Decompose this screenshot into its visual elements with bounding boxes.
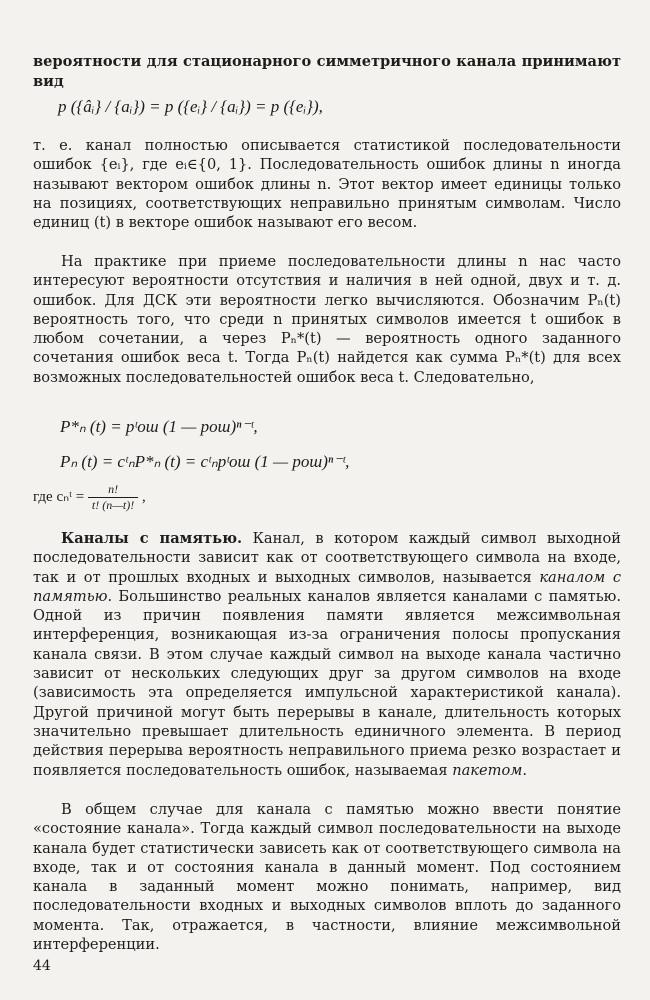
formula-single-combination: P*ₙ (t) = pᵗош (1 — pош)ⁿ⁻ᵗ, — [60, 417, 258, 436]
formula-channel-probability: p ({âᵢ} / {aᵢ}) = p ({eᵢ} / {aᵢ}) = p ({eᵢ}), — [58, 97, 323, 116]
paragraph-channel-state: В общем случае для канала с памятью можно ввести понятие «состояние канала». Тогда каждый символ последовательности на выходе канала будет статистически зависеть как от соответствующего символа на входе, так и от состояния канала в данный момент. Под состоянием канала в заданный момент можно понимать, например, вид последовательности входных и выходных символов вплоть до заданного момента. Так, отражается, в частности, влияние межсимвольной интерференции. — [33, 801, 621, 954]
fraction-denominator: t! (n—t)! — [91, 498, 135, 512]
term-packet: пакетом — [452, 761, 523, 779]
fraction-numerator: n! — [88, 482, 138, 498]
intro-text: вероятности для стационарного симметричного канала принимают вид — [33, 53, 621, 90]
section-text-end: . — [522, 761, 528, 779]
section-heading: Каналы с памятью. — [61, 530, 243, 547]
paragraph-error-probabilities: На практике при приеме последовательности длины n нас часто интересуют вероятности отсутствия и наличия в ней одной, двух и т. д. ошибок. Для ДСК эти вероятности легко вычисляются. Обозначим Pₙ(t) вероятность того, что среди n принятых символов имеется t ошибок в любом сочетании, а через Pₙ*(t) — вероятность одного заданного сочетания ошибок веса t. Тогда Pₙ(t) найдется как сумма Pₙ*(t) для всех возможных последовательностей ошибок веса t. Следовательно, — [33, 253, 621, 386]
binomial-fraction — [88, 482, 138, 513]
section-text-1: Канал, в котором каждый символ выходной последовательности зависит как от соответствующего символа на входе, так и от прошлых входных и выходных символов, называется — [33, 530, 621, 586]
page-number: 44 — [33, 958, 51, 974]
formula-total-probability: Pₙ (t) = cᵗₙP*ₙ (t) = cᵗₙpᵗош (1 — pош)ⁿ⁻ᵗ, — [60, 452, 350, 471]
section-channels-with-memory — [33, 529, 621, 780]
section-text-2: . Большинство реальных каналов является каналами с памятью. Одной из причин появления памяти является межсимвольная интерференция, возникающая из-за ограничения полосы пропускания канала связи. В этом случае каждый символ на выходе канала частично зависит от нескольких следующих друг за другом символов на входе (зависимость эта определяется импульсной характеристикой канала). Другой причиной могут быть перерывы в канале, длительность которых значительно превышает длительность единичного элемента. В период действия перерыва вероятность неправильного приема резко возрастает и появляется последовательность ошибок, называемая — [33, 587, 621, 779]
formula-binomial-coefficient — [33, 482, 146, 513]
binomial-prefix: где cₙᵗ = — [33, 488, 85, 505]
term-channel-with-memory: каналом с памятью — [33, 568, 621, 605]
binomial-suffix: , — [142, 488, 146, 505]
paragraph-error-vector: т. е. канал полностью описывается статистикой последовательности ошибок {eᵢ}, где eᵢ∈{0, 1}. Последовательность ошибок длины n иногда называют вектором ошибок длины n. Этот вектор имеет единицы только на позициях, соответствующих неправильно принятым символам. Число единиц (t) в векторе ошибок называют его весом. — [33, 137, 621, 232]
